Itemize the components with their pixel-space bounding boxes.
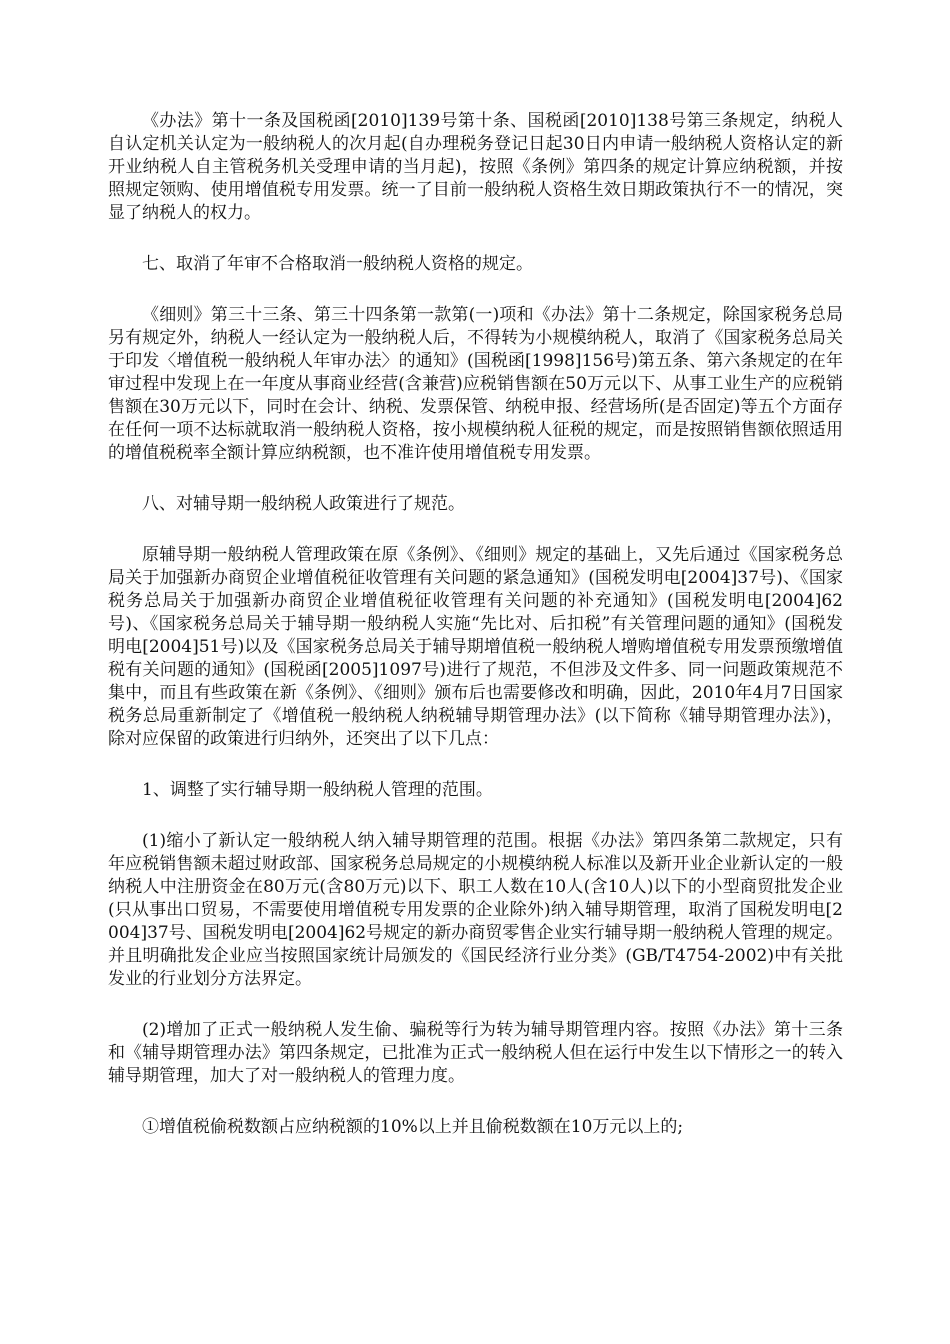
paragraph-item-2-tax-evasion: (2)增加了正式一般纳税人发生偷、骗税等行为转为辅导期管理内容。按照《办法》第十三条和《辅导期管理办法》第四条规定，已批准为正式一般纳税人但在运行中发生以下情形之一的转入辅导期管理，加大了对一般纳税人的管理力度。 bbox=[108, 1020, 843, 1086]
paragraph-annual-review-cancellation: 《细则》第三十三条、第三十四条第一款第(一)项和《办法》第十二条规定，除国家税务总局另有规定外，纳税人一经认定为一般纳税人后，不得转为小规模纳税人，取消了《国家税务总局关于印发〈增值税一般纳税人年审办法〉的通知》(国税函[1998]156号)第五条、第六条规定的在年审过程中发现上在一年度从事商业经营(含兼营)应税销售额在50万元以下、从事工业生产的应税销售额在30万元以下，同时在会计、纳税、发票保管、纳税申报、经营场所(是否固定)等五个方面存在任何一项不达标就取消一般纳税人资格，按小规模纳税人征税的规定，而是按照销售额依照适用的增值税税率全额计算应纳税额，也不准许使用增值税专用发票。 bbox=[108, 305, 843, 463]
paragraph-circled-item-1: ①增值税偷税数额占应纳税额的10%以上并且偷税数额在10万元以上的; bbox=[142, 1117, 684, 1137]
subsection-heading-1: 1、调整了实行辅导期一般纳税人管理的范围。 bbox=[142, 780, 493, 800]
section-heading-7: 七、取消了年审不合格取消一般纳税人资格的规定。 bbox=[142, 254, 533, 274]
section-heading-8: 八、对辅导期一般纳税人政策进行了规范。 bbox=[142, 494, 465, 514]
paragraph-guidance-period-background: 原辅导期一般纳税人管理政策在原《条例》、《细则》规定的基础上，又先后通过《国家税务总局关于加强新办商贸企业增值税征收管理有关问题的紧急通知》(国税发明电[2004]37号)、《国家税务总局关于加强新办商贸企业增值税征收管理有关问题的补充通知》(国税发明电[2004]62号)、《国家税务总局关于辅导期一般纳税人实施“先比对、后扣税”有关管理问题的通知》(国税发明电[2004]51号)以及《国家税务总局关于辅导期增值税一般纳税人增购增值税专用发票预缴增值税有关问题的通知》(国税函[2005]1097号)进行了规范，不但涉及文件多、同一问题政策规范不集中，而且有些政策在新《条例》、《细则》颁布后也需要修改和明确，因此，2010年4月7日国家税务总局重新制定了《增值税一般纳税人纳税辅导期管理办法》(以下简称《辅导期管理办法》)，除对应保留的政策进行归纳外，还突出了以下几点： bbox=[108, 545, 843, 749]
document-page bbox=[108, 110, 843, 1167]
paragraph-item-1-scope: (1)缩小了新认定一般纳税人纳入辅导期管理的范围。根据《办法》第四条第二款规定，只有年应税销售额未超过财政部、国家税务总局规定的小规模纳税人标准以及新开业企业新认定的一般纳税人中注册资金在80万元(含80万元)以下、职工人数在10人(含10人)以下的小型商贸批发企业(只从事出口贸易，不需要使用增值税专用发票的企业除外)纳入辅导期管理，取消了国税发明电[2004]37号、国税发明电[2004]62号规定的新办商贸零售企业实行辅导期一般纳税人管理的规定。并且明确批发企业应当按照国家统计局颁发的《国民经济行业分类》(GB/T4754-2002)中有关批发业的行业划分方法界定。 bbox=[108, 831, 843, 989]
paragraph-tax-qualification-effective-date: 《办法》第十一条及国税函[2010]139号第十条、国税函[2010]138号第三条规定，纳税人自认定机关认定为一般纳税人的次月起(自办理税务登记日起30日内申请一般纳税人资格认定的新开业纳税人自主管税务机关受理申请的当月起)，按照《条例》第四条的规定计算应纳税额，并按照规定领购、使用增值税专用发票。统一了目前一般纳税人资格生效日期政策执行不一的情况，突显了纳税人的权力。 bbox=[108, 111, 843, 223]
